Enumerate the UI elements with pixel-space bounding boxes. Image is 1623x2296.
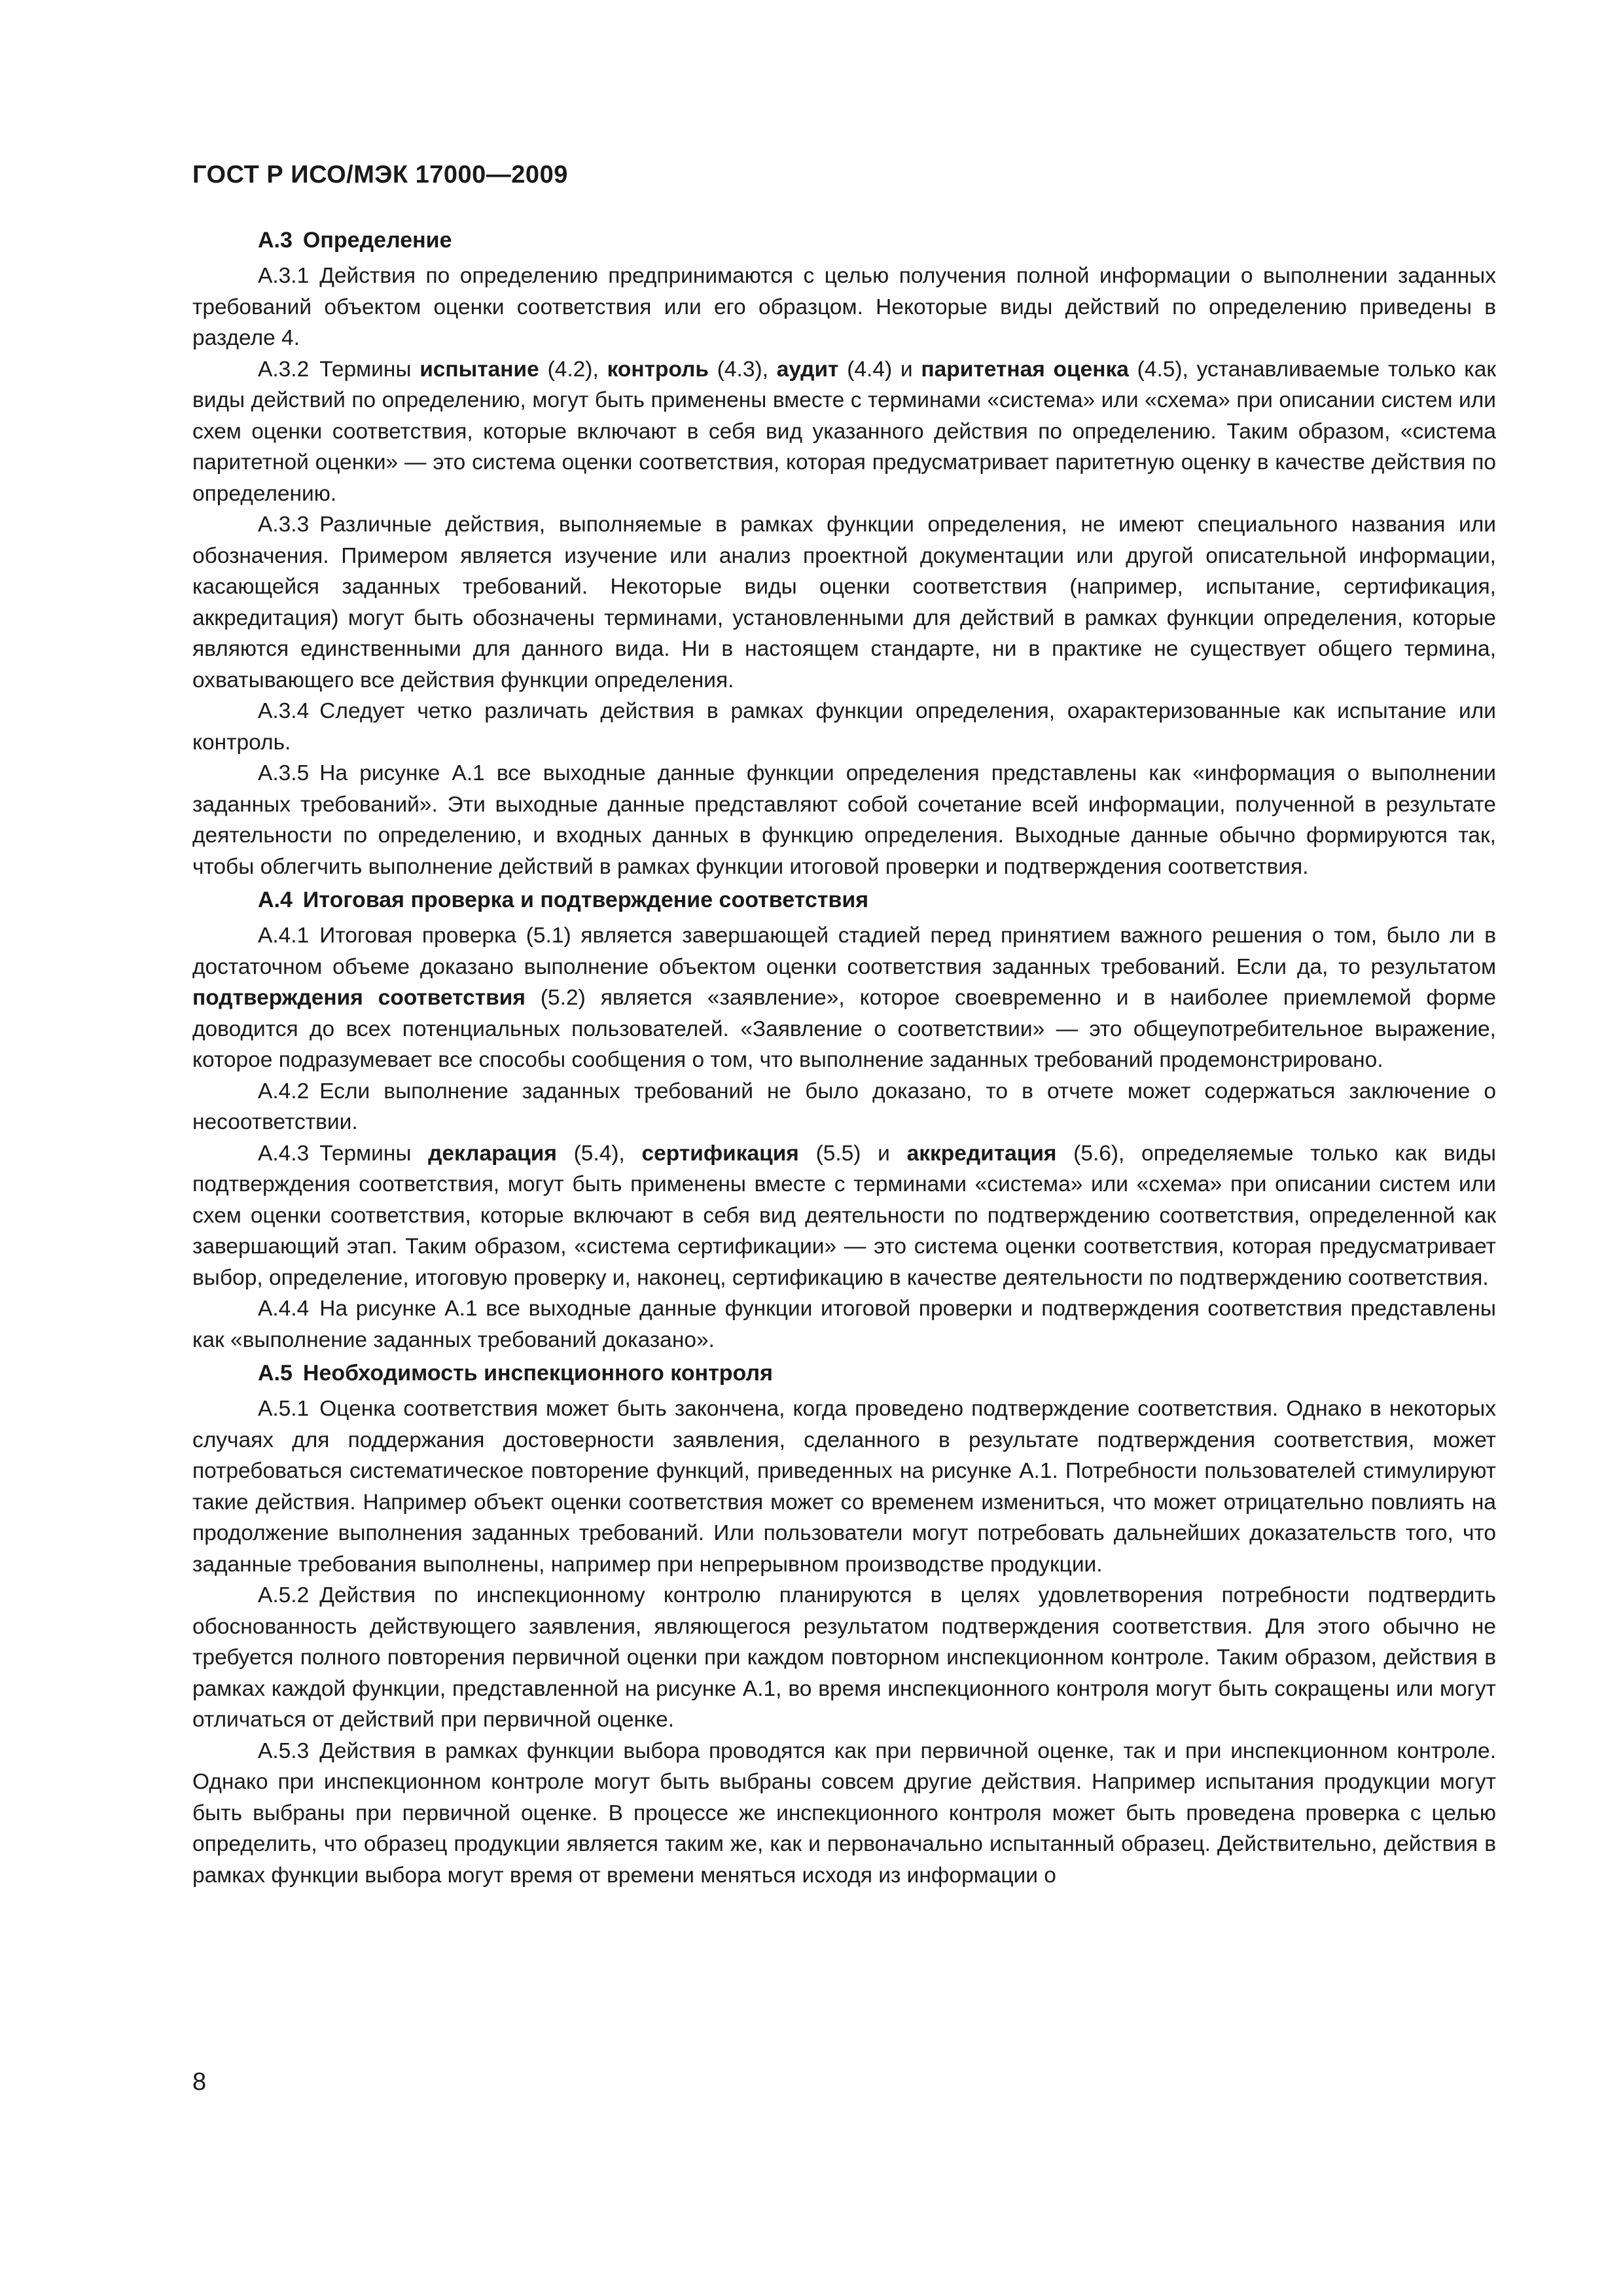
paragraph-number: А.5.1 — [258, 1397, 310, 1421]
paragraph-text: Действия по определению предпринимаются с целью получения полной информации о выполнении заданных требований объектом оценки соответствия или его образцом. Некоторые виды действий по определению приведены в разделе 4. — [192, 264, 1496, 350]
paragraph-number: А.3.3 — [258, 512, 310, 537]
paragraph — [192, 1293, 1496, 1355]
paragraph — [192, 920, 1496, 1076]
page-number: 8 — [192, 2068, 207, 2096]
paragraph — [192, 354, 1496, 510]
term-bold: испытание — [419, 357, 539, 382]
paragraph-text: (5.2) является «заявление», которое своевременно и в наиболее приемлемой форме доводится до всех потенциальных пользователей. «Заявление о соответствии» — это общеупотребительное выражение, которое подразумевает все способы сообщения о том, что выполнение заданных требований продемонстрировано. — [192, 986, 1496, 1072]
paragraph-text: Различные действия, выполняемые в рамках функции определения, не имеют специального названия или обозначения. Примером является изучение или анализ проектной документации или другой описательной информации, касающейся заданных требований. Некоторые виды оценки соответствия (например, испытание, сертификация, аккредитация) могут быть обозначены терминами, установленными для действий в рамках функции определения, которые являются единственными для данного вида. Ни в настоящем стандарте, ни в практике не существует общего термина, охватывающего все действия функции определения. — [192, 512, 1496, 692]
paragraph-text: (4.5), устанавливаемые только как виды действий по определению, могут быть применены вместе с терминами «система» или «схема» при описании систем или схем оценки соответствия, которые включают в себя вид указанного действия по определению. Таким образом, «система паритетной оценки» — это система оценки соответствия, которая предусматривает паритетную оценку в качестве действия по определению. — [192, 357, 1496, 506]
paragraph-text: Следует четко различать действия в рамках функции определения, охарактеризованные как испытание или контроль. — [192, 699, 1496, 755]
paragraph-text: (4.4) и — [838, 357, 921, 382]
paragraph — [192, 1138, 1496, 1294]
paragraph-text: Термины — [319, 1141, 429, 1166]
paragraph-text: Действия в рамках функции выбора проводятся как при первичной оценке, так и при инспекционном контроле. Однако при инспекционном контроле могут быть выбраны совсем другие действия. Например испытания продукции могут быть выбраны при первичной оценке. В процессе же инспекционного контроля может быть проведена проверка с целью определить, что образец продукции является таким же, как и первоначально испытанный образец. Действительно, действия в рамках функции выбора могут время от времени меняться исходя из информации о — [192, 1738, 1496, 1888]
paragraph-number: А.3.5 — [258, 761, 310, 785]
section-number: А.3 — [258, 228, 293, 253]
term-bold: сертификация — [641, 1141, 799, 1166]
paragraph — [192, 1736, 1496, 1892]
term-bold: декларация — [428, 1141, 557, 1166]
section-title: Итоговая проверка и подтверждение соответствия — [302, 888, 869, 912]
paragraph-number: А.5.3 — [258, 1738, 310, 1763]
section-heading — [192, 1355, 1496, 1393]
term-bold: аудит — [776, 357, 839, 382]
paragraph-number: А.4.2 — [258, 1079, 310, 1103]
paragraph-text: Если выполнение заданных требований не было доказано, то в отчете может содержаться заключение о несоответствии. — [192, 1079, 1496, 1134]
document-header: ГОСТ Р ИСО/МЭК 17000—2009 — [192, 161, 568, 188]
term-bold: аккредитация — [906, 1141, 1057, 1166]
paragraph-text: (5.6), определяемые только как виды подтверждения соответствия, могут быть применены вместе с терминами «система» или «схема» при описании систем или схем оценки соответствия, которые включают в себя вид деятельности по подтверждению соответствия, определенной как завершающий этап. Таким образом, «система сертификации» — это система оценки соответствия, которая предусматривает выбор, определение, итоговую проверку и, наконец, сертификацию в качестве деятельности по подтверждению соответствия. — [192, 1141, 1496, 1290]
paragraph-number: А.3.1 — [258, 264, 310, 288]
paragraph-text: (5.5) и — [798, 1141, 907, 1166]
paragraph-number: А.3.2 — [258, 357, 310, 382]
paragraph-number: А.5.2 — [258, 1583, 310, 1607]
paragraph — [192, 1580, 1496, 1736]
paragraph-number: А.3.4 — [258, 699, 310, 723]
paragraph — [192, 1076, 1496, 1138]
paragraph-number: А.4.3 — [258, 1141, 310, 1166]
term-bold: подтверждения соответствия — [192, 986, 526, 1010]
document-body — [192, 223, 1496, 1891]
section-title: Определение — [302, 228, 452, 253]
paragraph-text: Термины — [319, 357, 420, 382]
paragraph-text: Оценка соответствия может быть закончена, когда проведено подтверждение соответствия. Однако в некоторых случаях для поддержания достоверности заявления, сделанного в результате подтверждения соответствия, может потребоваться систематическое повторение функций, приведенных на рисунке А.1. Потребности пользователей стимулируют такие действия. Например объект оценки соответствия может со временем измениться, что может отрицательно повлиять на продолжение выполнения заданных требований. Или пользователи могут потребовать дальнейших доказательств того, что заданные требования выполнены, например при непрерывном производстве продукции. — [192, 1397, 1496, 1577]
section-heading — [192, 223, 1496, 260]
paragraph-number: А.4.4 — [258, 1297, 310, 1321]
paragraph-text: Итоговая проверка (5.1) является завершающей стадией перед принятием важного решения о том, было ли в достаточном объеме доказано выполнение объектом оценки соответствия заданных требований. Если да, то результатом — [192, 924, 1496, 979]
paragraph-text: На рисунке А.1 все выходные данные функции определения представлены как «информация о выполнении заданных требований». Эти выходные данные представляют собой сочетание всей информации, полученной в результате деятельности по определению, и входных данных в функцию определения. Выходные данные обычно формируются так, чтобы облегчить выполнение действий в рамках функции итоговой проверки и подтверждения соответствия. — [192, 761, 1496, 879]
paragraph-text: На рисунке А.1 все выходные данные функции итоговой проверки и подтверждения соответствия представлены как «выполнение заданных требований доказано». — [192, 1297, 1496, 1352]
paragraph — [192, 758, 1496, 882]
paragraph-number: А.4.1 — [258, 924, 310, 948]
term-bold: контроль — [607, 357, 709, 382]
section-heading — [192, 882, 1496, 920]
paragraph — [192, 696, 1496, 758]
paragraph — [192, 260, 1496, 354]
paragraph-text: (4.3), — [708, 357, 777, 382]
section-title: Необходимость инспекционного контроля — [302, 1361, 773, 1386]
paragraph-text: Действия по инспекционному контролю планируются в целях удовлетворения потребности подтвердить обоснованность действующего заявления, являющегося результатом подтверждения соответствия. Для этого обычно не требуется полного повторения первичной оценки при каждом повторном инспекционном контроле. Таким образом, действия в рамках каждой функции, представленной на рисунке А.1, во время инспекционного контроля могут быть сокращены или могут отличаться от действий при первичной оценке. — [192, 1583, 1496, 1732]
paragraph-text: (4.2), — [539, 357, 607, 382]
term-bold: паритетная оценка — [921, 357, 1129, 382]
section-number: А.5 — [258, 1361, 293, 1386]
paragraph — [192, 509, 1496, 696]
paragraph-text: (5.4), — [556, 1141, 642, 1166]
section-number: А.4 — [258, 888, 293, 912]
paragraph — [192, 1393, 1496, 1580]
